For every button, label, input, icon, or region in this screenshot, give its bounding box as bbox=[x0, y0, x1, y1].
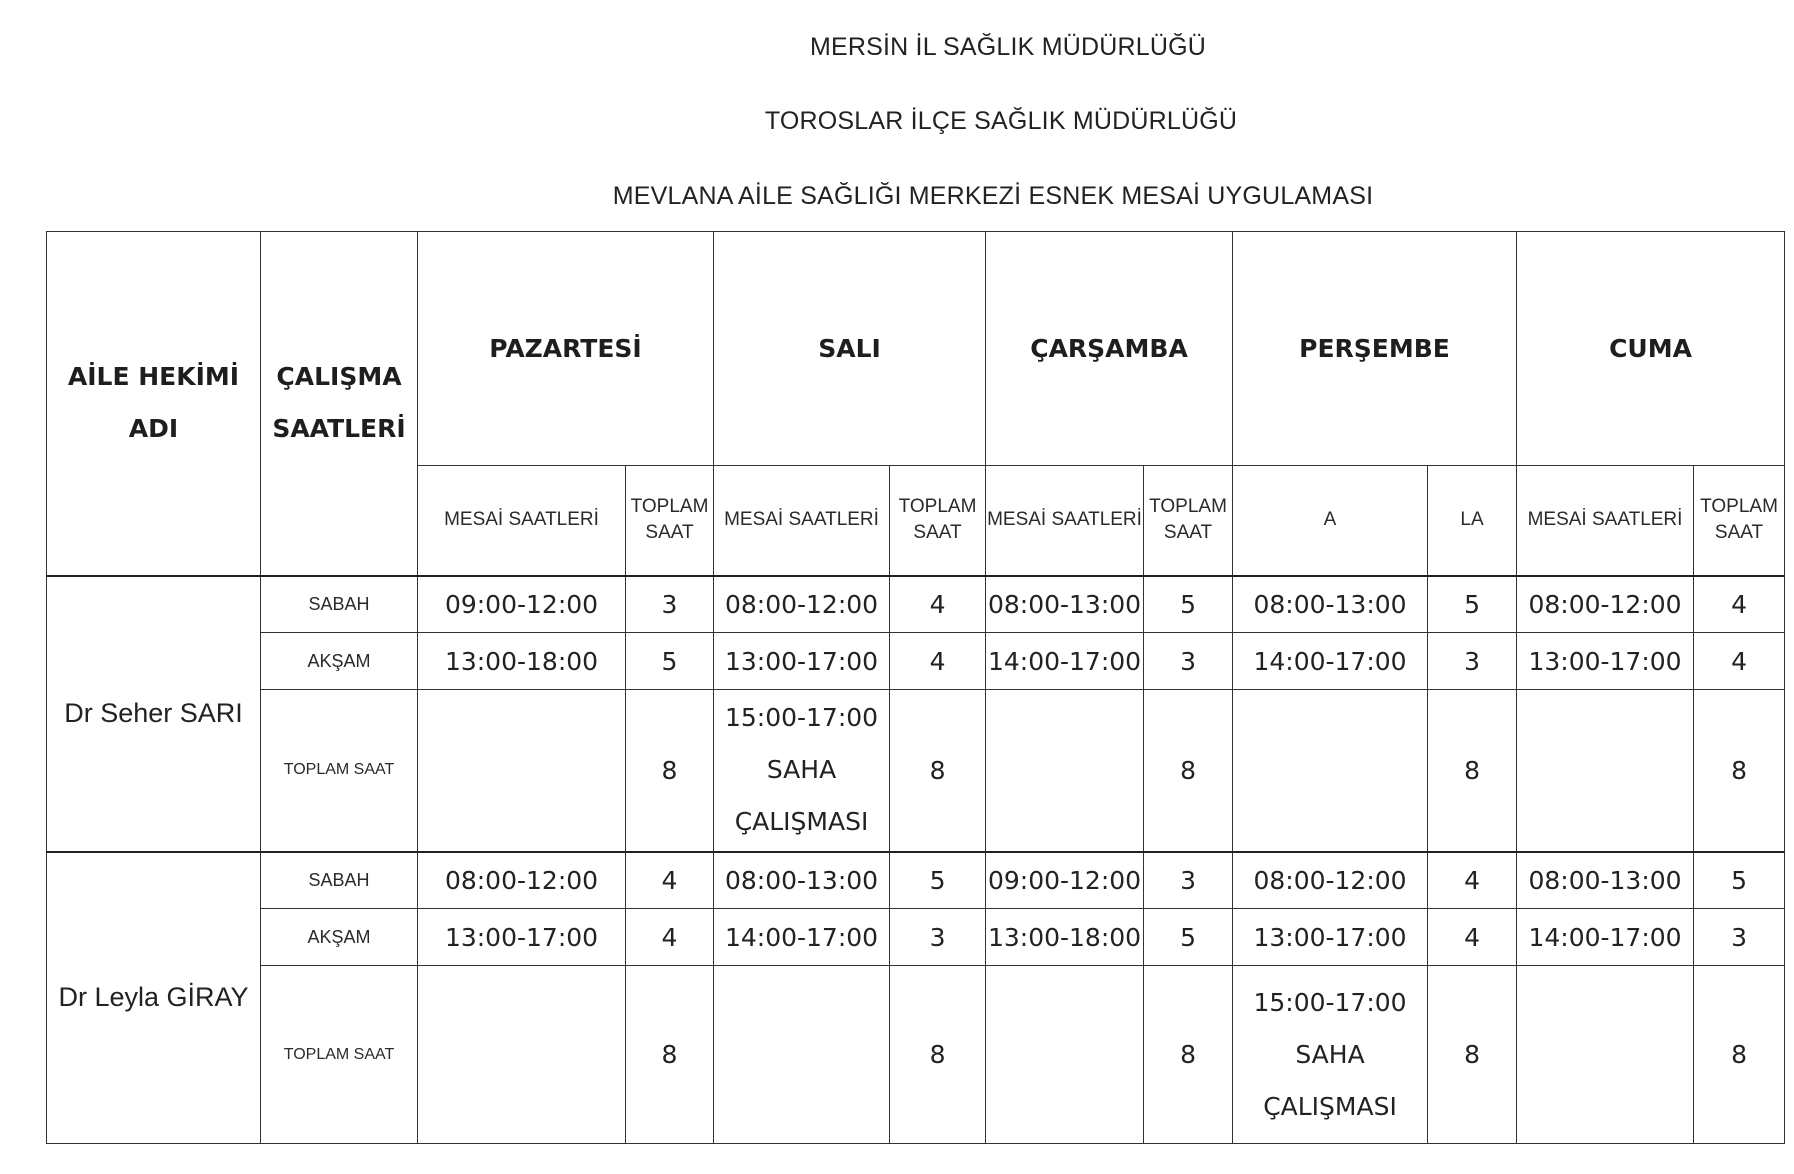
total-cell: 8 bbox=[1144, 690, 1233, 852]
doctor-name-header-label: AİLE HEKİMİ ADI bbox=[67, 362, 240, 444]
sub-header-total bbox=[1428, 466, 1517, 576]
total-cell: 4 bbox=[1694, 633, 1785, 690]
total-cell: 4 bbox=[1694, 576, 1785, 633]
total-cell: 5 bbox=[1144, 576, 1233, 633]
field-work-hours: 15:00-17:00 bbox=[724, 703, 879, 733]
field-work-cell bbox=[418, 966, 626, 1144]
table-row-doctor1-morning bbox=[47, 576, 1785, 633]
sub-header-total-line1: TOPLAM bbox=[1149, 496, 1227, 518]
schedule-table bbox=[46, 231, 1785, 1144]
doctor-name-cell: Dr Leyla GİRAY bbox=[47, 852, 261, 1144]
total-cell: 8 bbox=[1428, 966, 1517, 1144]
hours-cell: 13:00-17:00 bbox=[418, 909, 626, 966]
shift-label-total: TOPLAM SAAT bbox=[261, 690, 418, 852]
hours-cell: 08:00-12:00 bbox=[714, 576, 890, 633]
field-work-label2: ÇALIŞMASI bbox=[734, 807, 869, 837]
working-hours-header bbox=[261, 232, 418, 576]
total-cell: 8 bbox=[626, 966, 714, 1144]
sub-header-hours: A bbox=[1233, 466, 1428, 576]
hours-cell: 13:00-18:00 bbox=[986, 909, 1144, 966]
title-ministry: MERSİN İL SAĞLIK MÜDÜRLÜĞÜ bbox=[809, 33, 1206, 61]
field-work-label2: ÇALIŞMASI bbox=[1263, 1091, 1397, 1121]
total-cell: 5 bbox=[626, 633, 714, 690]
day-header-wednesday: ÇARŞAMBA bbox=[986, 232, 1233, 466]
table-row-doctor1-totals bbox=[47, 690, 1785, 852]
sub-header-total bbox=[890, 466, 986, 576]
total-cell: 4 bbox=[626, 852, 714, 909]
total-cell: 4 bbox=[626, 909, 714, 966]
total-cell: 8 bbox=[1694, 690, 1785, 852]
hours-cell: 08:00-12:00 bbox=[418, 852, 626, 909]
doctor-name-cell: Dr Seher SARI bbox=[47, 576, 261, 852]
total-cell: 5 bbox=[1694, 852, 1785, 909]
hours-cell: 13:00-17:00 bbox=[714, 633, 890, 690]
field-work-cell bbox=[1233, 966, 1428, 1144]
total-cell: 4 bbox=[890, 633, 986, 690]
day-header-thursday: PERŞEMBE bbox=[1233, 232, 1517, 466]
sub-header-hours: MESAİ SAATLERİ bbox=[714, 466, 890, 576]
day-header-monday: PAZARTESİ bbox=[418, 232, 714, 466]
working-hours-header-line1: ÇALIŞMA bbox=[276, 362, 402, 392]
hours-cell: 14:00-17:00 bbox=[1233, 633, 1428, 690]
hours-cell: 09:00-12:00 bbox=[418, 576, 626, 633]
hours-cell: 13:00-17:00 bbox=[1517, 633, 1694, 690]
field-work-cell bbox=[1233, 690, 1428, 852]
hours-cell: 08:00-12:00 bbox=[1517, 576, 1694, 633]
total-cell: 4 bbox=[1428, 852, 1517, 909]
sub-header-total-line2: SAAT bbox=[1714, 522, 1764, 544]
shift-label-evening: AKŞAM bbox=[261, 633, 418, 690]
shift-label-total: TOPLAM SAAT bbox=[261, 966, 418, 1144]
shift-label-morning: SABAH bbox=[261, 852, 418, 909]
total-cell: 8 bbox=[1428, 690, 1517, 852]
total-cell: 8 bbox=[890, 690, 986, 852]
table-row-doctor2-morning bbox=[47, 852, 1785, 909]
sub-header-hours: MESAİ SAATLERİ bbox=[1517, 466, 1694, 576]
hours-cell: 13:00-18:00 bbox=[418, 633, 626, 690]
total-cell: 5 bbox=[1428, 576, 1517, 633]
field-work-cell bbox=[714, 966, 890, 1144]
field-work-cell bbox=[418, 690, 626, 852]
sub-header-hours: MESAİ SAATLERİ bbox=[418, 466, 626, 576]
field-work-label1: SAHA bbox=[766, 755, 837, 785]
field-work-label1: SAHA bbox=[1295, 1039, 1365, 1069]
total-cell: 5 bbox=[1144, 909, 1233, 966]
field-work-cell bbox=[986, 690, 1144, 852]
hours-cell: 09:00-12:00 bbox=[986, 852, 1144, 909]
hours-cell: 08:00-13:00 bbox=[1517, 852, 1694, 909]
title-district: TOROSLAR İLÇE SAĞLIK MÜDÜRLÜĞÜ bbox=[764, 107, 1238, 135]
sub-header-total bbox=[1144, 466, 1233, 576]
title-center: MEVLANA AİLE SAĞLIĞI MERKEZİ ESNEK MESAİ UYGULAMASI bbox=[612, 182, 1374, 210]
total-cell: 3 bbox=[1694, 909, 1785, 966]
total-cell: 8 bbox=[626, 690, 714, 852]
total-cell: 3 bbox=[1428, 633, 1517, 690]
table-row-doctor1-evening bbox=[47, 633, 1785, 690]
total-cell: 3 bbox=[890, 909, 986, 966]
sub-header-hours: MESAİ SAATLERİ bbox=[986, 466, 1144, 576]
sub-header-total-line2: SAAT bbox=[1163, 522, 1213, 544]
hours-cell: 14:00-17:00 bbox=[1517, 909, 1694, 966]
sub-header-total bbox=[626, 466, 714, 576]
sub-header-total-line1: TOPLAM bbox=[898, 496, 977, 518]
total-cell: 3 bbox=[626, 576, 714, 633]
hours-cell: 13:00-17:00 bbox=[1233, 909, 1428, 966]
shift-label-morning: SABAH bbox=[261, 576, 418, 633]
hours-cell: 08:00-13:00 bbox=[986, 576, 1144, 633]
field-work-hours: 15:00-17:00 bbox=[1253, 987, 1407, 1017]
field-work-cell bbox=[1517, 966, 1694, 1144]
field-work-cell bbox=[1517, 690, 1694, 852]
hours-cell: 08:00-13:00 bbox=[714, 852, 890, 909]
shift-label-evening: AKŞAM bbox=[261, 909, 418, 966]
sub-header-total-line1: TOPLAM bbox=[630, 496, 709, 518]
sub-header-total-line2: SAAT bbox=[913, 522, 962, 544]
hours-cell: 14:00-17:00 bbox=[714, 909, 890, 966]
total-cell: 4 bbox=[890, 576, 986, 633]
sub-header-total bbox=[1694, 466, 1785, 576]
sub-header-total-line1: LA bbox=[1460, 509, 1484, 531]
sub-header-total-line2: SAAT bbox=[645, 522, 694, 544]
day-header-friday: CUMA bbox=[1517, 232, 1785, 466]
header-row-days bbox=[47, 232, 1785, 466]
total-cell: 5 bbox=[890, 852, 986, 909]
total-cell: 4 bbox=[1428, 909, 1517, 966]
doctor-name-header bbox=[47, 232, 261, 576]
sub-header-total-line1: TOPLAM bbox=[1700, 496, 1778, 518]
total-cell: 3 bbox=[1144, 633, 1233, 690]
table-row-doctor2-evening bbox=[47, 909, 1785, 966]
working-hours-header-line2: SAATLERİ bbox=[272, 414, 406, 444]
day-header-tuesday: SALI bbox=[714, 232, 986, 466]
hours-cell: 08:00-12:00 bbox=[1233, 852, 1428, 909]
total-cell: 3 bbox=[1144, 852, 1233, 909]
total-cell: 8 bbox=[1144, 966, 1233, 1144]
hours-cell: 14:00-17:00 bbox=[986, 633, 1144, 690]
table-row-doctor2-totals bbox=[47, 966, 1785, 1144]
total-cell: 8 bbox=[1694, 966, 1785, 1144]
field-work-cell bbox=[714, 690, 890, 852]
field-work-cell bbox=[986, 966, 1144, 1144]
hours-cell: 08:00-13:00 bbox=[1233, 576, 1428, 633]
total-cell: 8 bbox=[890, 966, 986, 1144]
